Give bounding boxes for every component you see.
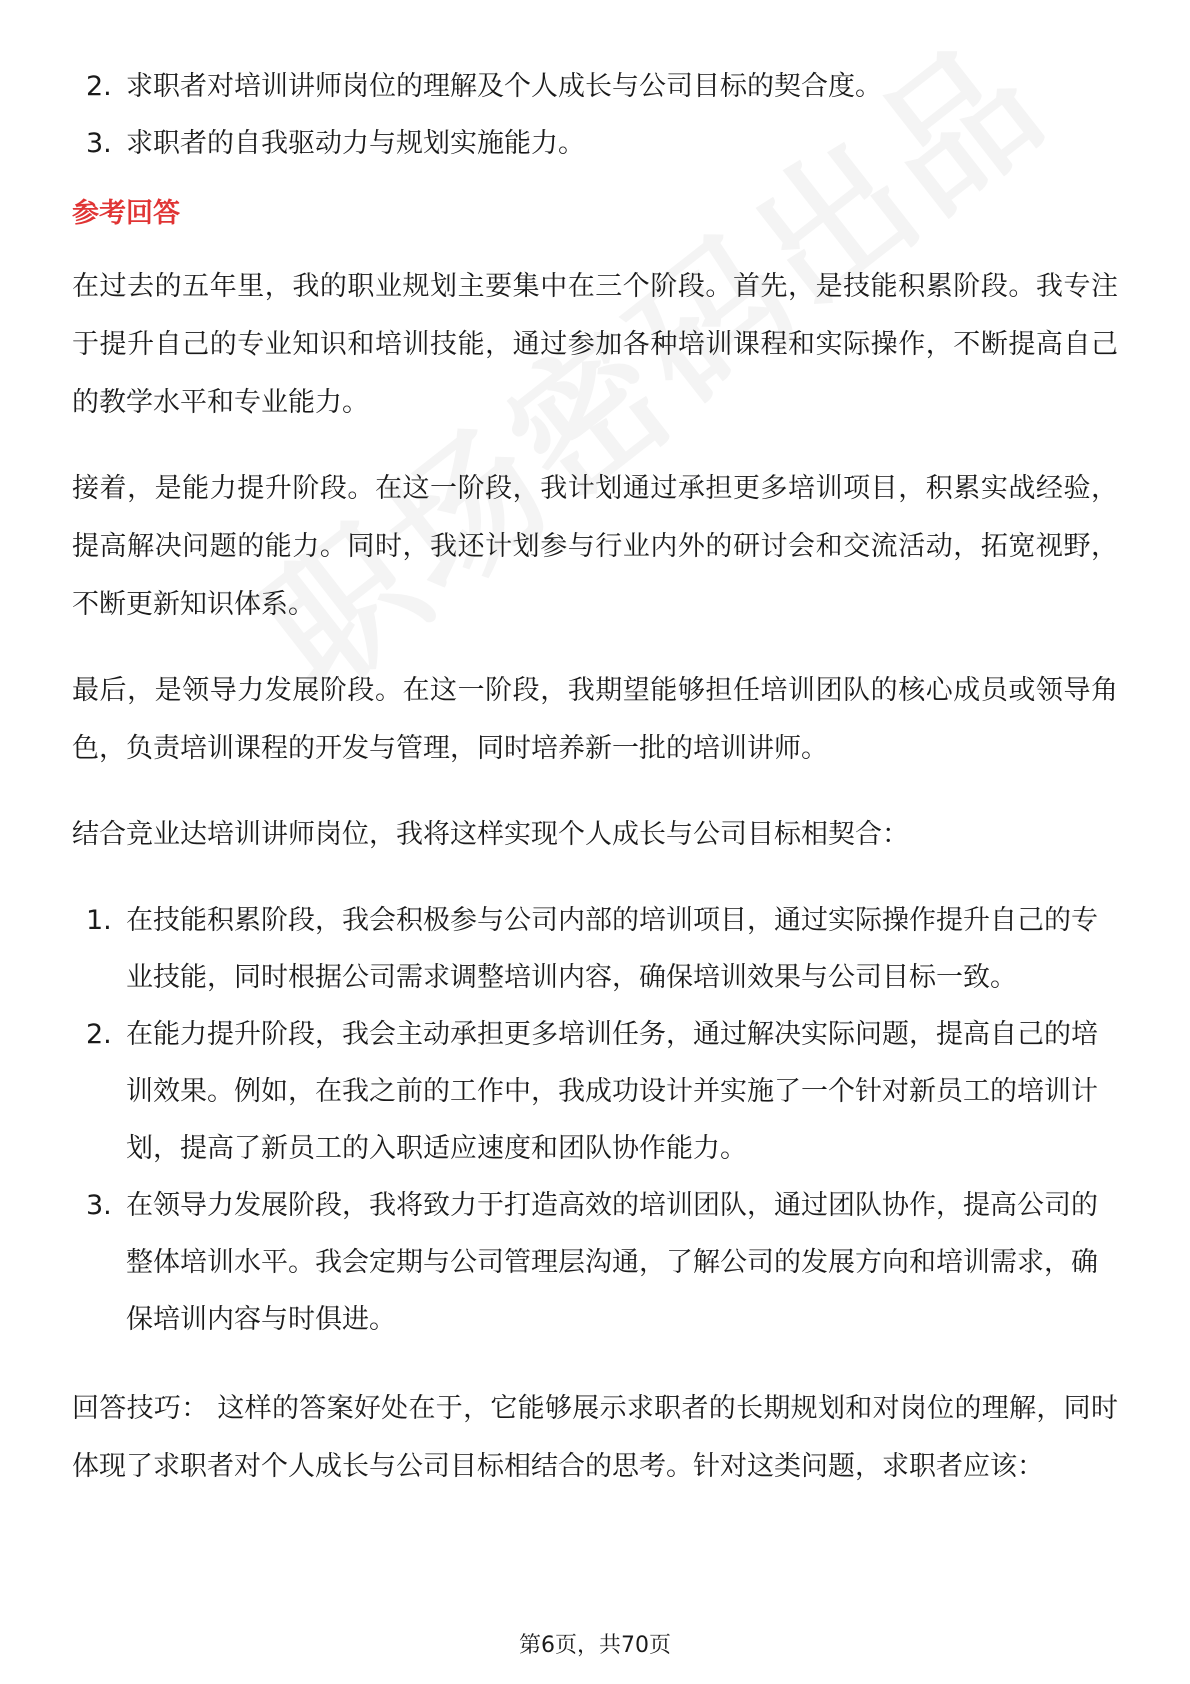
list-number: 2.	[86, 71, 112, 102]
list-item	[72, 1177, 1118, 1348]
list-text: 在领导力发展阶段，我将致力于打造高效的培训团队，通过团队协作，提高公司的整体培训水平。我会定期与公司管理层沟通，了解公司的发展方向和培训需求，确保培训内容与时俱进。	[126, 1190, 1098, 1335]
list-item	[72, 115, 1118, 172]
tips-paragraph: 回答技巧： 这样的答案好处在于，它能够展示求职者的长期规划和对岗位的理解，同时体现了求职者对个人成长与公司目标相结合的思考。针对这类问题，求职者应该：	[72, 1393, 1118, 1482]
list-number: 2.	[86, 1019, 112, 1050]
paragraph: 在过去的五年里，我的职业规划主要集中在三个阶段。首先，是技能积累阶段。我专注于提升自己的专业知识和培训技能，通过参加各种培训课程和实际操作，不断提高自己的教学水平和专业能力。	[72, 271, 1118, 418]
criteria-list	[72, 58, 1118, 172]
list-number: 3.	[86, 128, 112, 159]
list-item	[72, 1006, 1118, 1177]
list-number: 3.	[86, 1190, 112, 1221]
answer-list	[72, 892, 1118, 1348]
paragraph: 结合竞业达培训讲师岗位，我将这样实现个人成长与公司目标相契合：	[72, 819, 909, 850]
document-body	[72, 58, 1118, 1524]
list-text: 在技能积累阶段，我会积极参与公司内部的培训项目，通过实际操作提升自己的专业技能，同时根据公司需求调整培训内容，确保培训效果与公司目标一致。	[126, 905, 1098, 993]
list-item	[72, 58, 1118, 115]
list-text: 求职者对培训讲师岗位的理解及个人成长与公司目标的契合度。	[126, 71, 882, 102]
list-text: 在能力提升阶段，我会主动承担更多培训任务，通过解决实际问题，提高自己的培训效果。例如，在我之前的工作中，我成功设计并实施了一个针对新员工的培训计划，提高了新员工的入职适应速度和团队协作能力。	[126, 1019, 1098, 1164]
section-heading: 参考回答	[72, 198, 180, 229]
paragraph: 最后，是领导力发展阶段。在这一阶段，我期望能够担任培训团队的核心成员或领导角色，负责培训课程的开发与管理，同时培养新一批的培训讲师。	[72, 675, 1118, 764]
list-item	[72, 892, 1118, 1006]
paragraph: 接着，是能力提升阶段。在这一阶段，我计划通过承担更多培训项目，积累实战经验，提高解决问题的能力。同时，我还计划参与行业内外的研讨会和交流活动，拓宽视野，不断更新知识体系。	[72, 473, 1118, 620]
list-text: 求职者的自我驱动力与规划实施能力。	[126, 128, 585, 159]
list-number: 1.	[86, 905, 112, 936]
page-number: 第6页，共70页	[519, 1633, 671, 1658]
